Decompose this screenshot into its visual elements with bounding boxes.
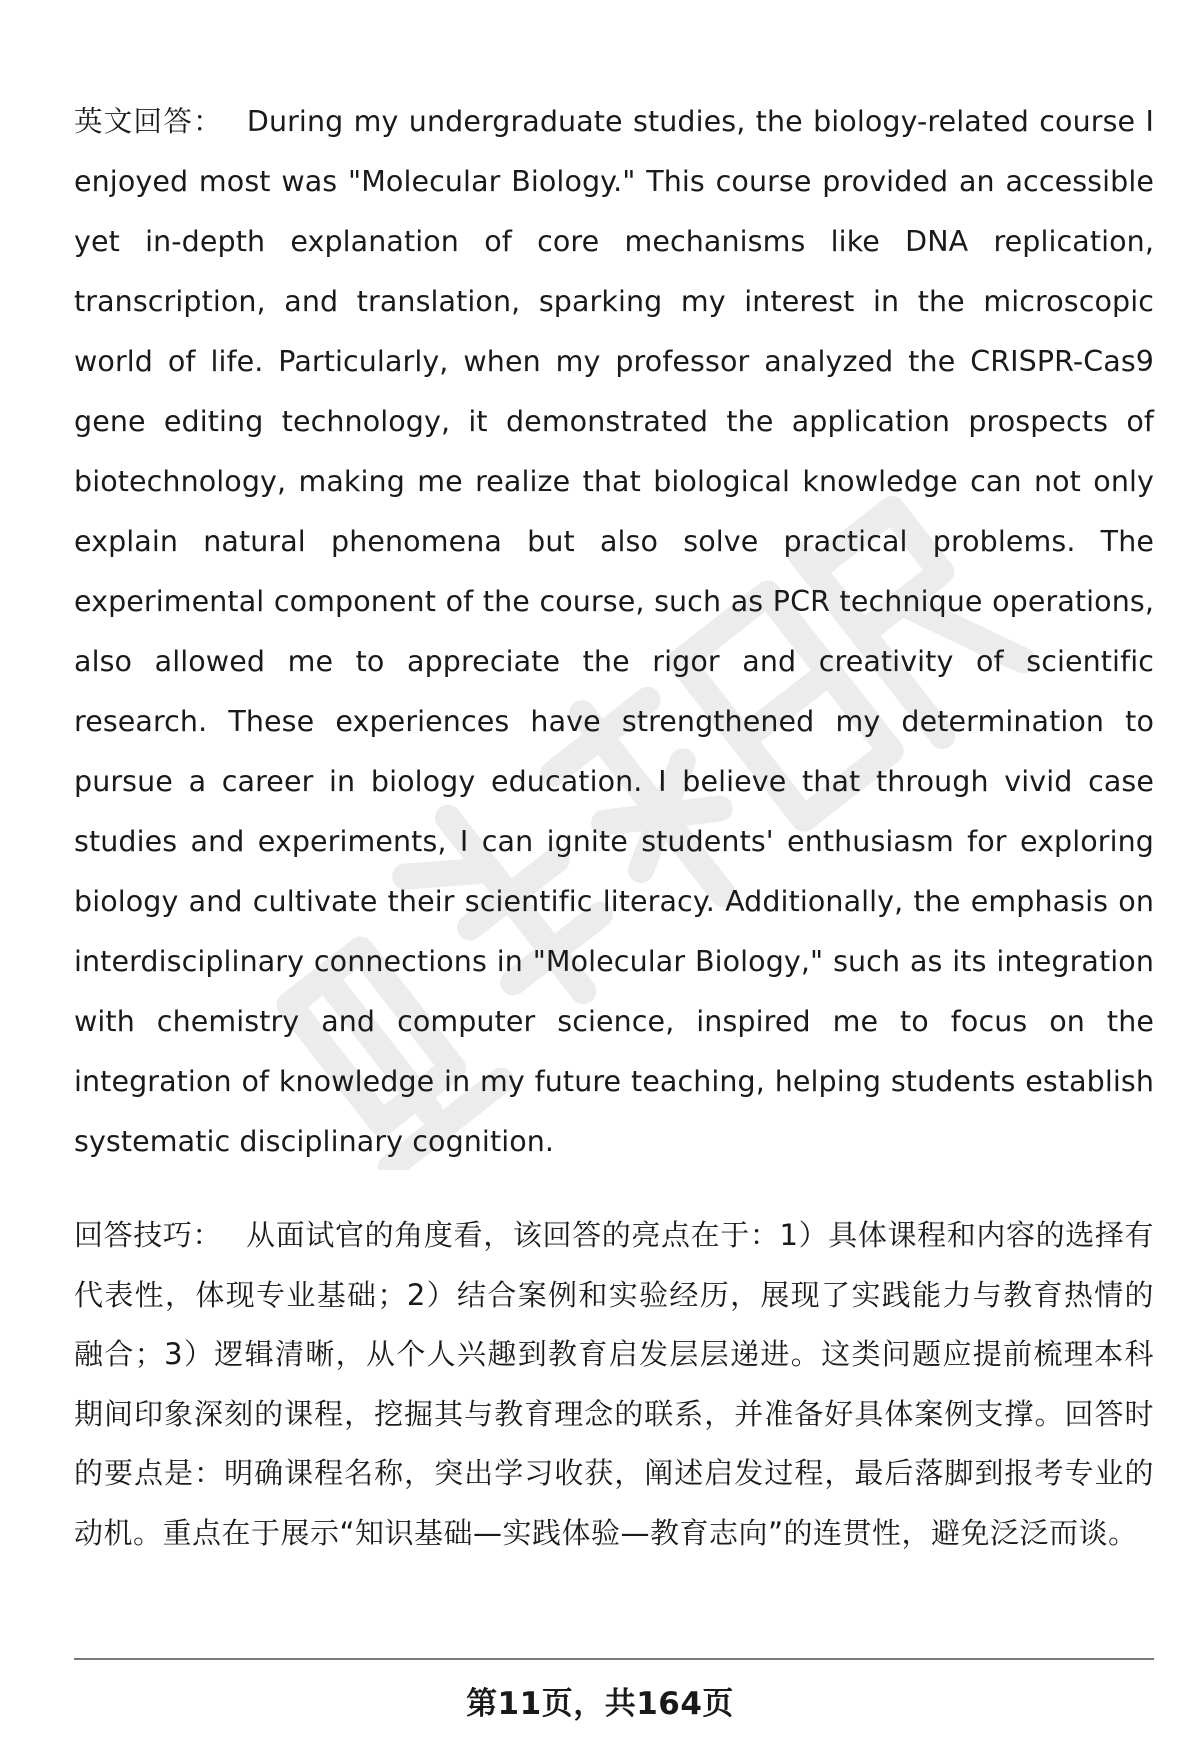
footer-divider xyxy=(74,1658,1154,1660)
answer-tips-text: 从面试官的角度看，该回答的亮点在于：1）具体课程和内容的选择有代表性，体现专业基础；2）结合案例和实验经历，展现了实践能力与教育热情的融合；3）逻辑清晰，从个人兴趣到教育启发层层递进。这类问题应提前梳理本科期间印象深刻的课程，挖掘其与教育理念的联系，并准备好具体案例支撑。回答时的要点是：明确课程名称，突出学习收获，阐述启发过程，最后落脚到报考专业的动机。重点在于展示“知识基础—实践体验—教育志向”的连贯性，避免泛泛而谈。 xyxy=(74,1218,1154,1550)
english-answer-paragraph xyxy=(74,92,1154,1172)
page-number: 第11页，共164页 xyxy=(466,1686,734,1722)
english-answer-label: 英文回答： xyxy=(74,105,223,138)
page-content xyxy=(74,92,1154,1563)
english-answer-text: During my undergraduate studies, the biology-related course I enjoyed most was "Molecular Biology." This course provided an accessible yet in-depth explanation of core mechanisms like DNA replication, transcription, and translation, sparking my interest in the microscopic world of life. Particularly, when my professor analyzed the CRISPR-Cas9 gene editing technology, it demonstrated the application prospects of biotechnology, making me realize that biological knowledge can not only explain natural phenomena but also solve practical problems. The experimental component of the course, such as PCR technique operations, also allowed me to appreciate the rigor and creativity of scientific research. These experiences have strengthened my determination to pursue a career in biology education. I believe that through vivid case studies and experiments, I can ignite students' enthusiasm for exploring biology and cultivate their scientific literacy. Additionally, the emphasis on interdisciplinary connections in "Molecular Biology," such as its integration with chemistry and computer science, inspired me to focus on the integration of knowledge in my future teaching, helping students establish systematic disciplinary cognition. xyxy=(74,105,1154,1158)
answer-tips-paragraph xyxy=(74,1206,1154,1563)
answer-tips-label: 回答技巧： xyxy=(74,1218,223,1252)
